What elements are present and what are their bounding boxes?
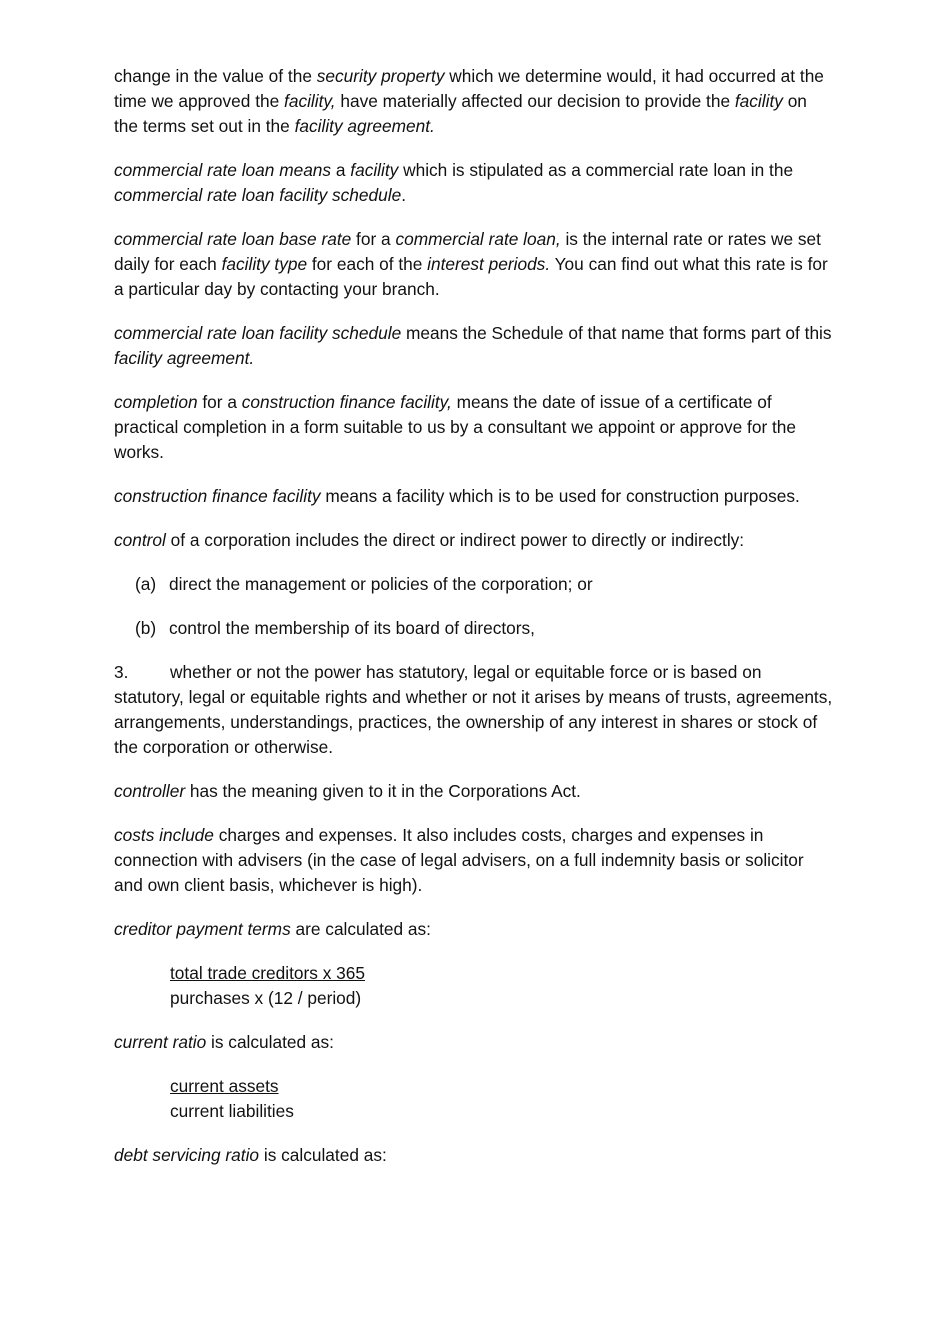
text: has the meaning given to it in the Corporations Act. [185,781,581,801]
current-ratio-formula [170,1074,834,1124]
definition-current-ratio [114,1030,834,1055]
term: commercial rate loan facility schedule [114,185,402,205]
text: charges and expenses. It also includes costs, charges and expenses in connection with advisers (in the case of legal advisers, on a full indemnity basis or solicitor and own client basis, whichever is high). [114,825,804,895]
text: for a [351,229,396,249]
definition-facility-schedule [114,321,834,371]
term: facility agreement. [294,116,435,136]
definition-costs [114,823,834,898]
term: facility, [284,91,336,111]
term: facility agreement. [114,348,255,368]
definition-completion [114,390,834,465]
defined-term: costs include [114,825,214,845]
text: for a [197,392,242,412]
definition-base-rate [114,227,834,302]
definition-construction-finance [114,484,834,509]
definition-commercial-rate-loan [114,158,834,208]
definition-debt-servicing-ratio [114,1143,834,1168]
list-marker: (b) [135,618,157,638]
defined-term: construction finance facility [114,486,321,506]
text: means the date of issue of a certificate of practical completion in a form suitable to us by a consultant we appoint or approve for the works. [114,392,797,462]
term: facility [350,160,399,180]
term: facility type [221,254,308,274]
list-text: control the membership of its board of directors, [169,618,535,638]
text: is calculated as: [259,1145,387,1165]
creditor-terms-formula [170,961,834,1011]
text: is the internal rate or rates we set daily for each [114,229,821,274]
defined-term: completion [114,392,198,412]
control-tail-paragraph [114,660,834,760]
defined-term: current ratio [114,1032,207,1052]
term: facility [734,91,783,111]
text: are calculated as: [290,919,431,939]
formula-denominator: purchases x (12 / period) [170,988,362,1008]
formula-denominator: current liabilities [170,1101,294,1121]
text: on the terms set out in the [114,91,807,136]
text: is calculated as: [206,1032,334,1052]
list-item [114,616,834,641]
text: change in the value of the [114,66,317,86]
defined-term: commercial rate loan facility schedule [114,323,402,343]
defined-term: creditor payment terms [114,919,291,939]
term: construction finance facility, [241,392,452,412]
paragraph-number: 3. [114,662,129,682]
text: have materially affected our decision to provide the [335,91,735,111]
formula-numerator: total trade creditors x 365 [170,963,365,983]
defined-term: commercial rate loan means [114,160,332,180]
document-page [114,64,834,1187]
defined-term: control [114,530,166,550]
text: which is stipulated as a commercial rate loan in the [398,160,794,180]
term: security property [316,66,445,86]
security-property-paragraph [114,64,834,139]
defined-term: controller [114,781,186,801]
defined-term: commercial rate loan base rate [114,229,352,249]
text: means a facility which is to be used for construction purposes. [320,486,800,506]
list-marker: (a) [135,574,157,594]
text: means the Schedule of that name that forms part of this [401,323,832,343]
text: whether or not the power has statutory, legal or equitable force or is based on statutory, legal or equitable rights and whether or not it arises by means of trusts, agreements, arrangements, understandings, practices, the ownership of any interest in shares or stock of the corporation or otherwise. [114,662,833,757]
definition-creditor-payment-terms [114,917,834,942]
term: interest periods. [427,254,551,274]
term: commercial rate loan, [395,229,561,249]
text: of a corporation includes the direct or indirect power to directly or indirectly: [165,530,745,550]
text: You can find out what this rate is for a particular day by contacting your branch. [114,254,828,299]
text: which we determine would, it had occurred at the time we approved the [114,66,824,111]
defined-term: debt servicing ratio [114,1145,260,1165]
definition-controller [114,779,834,804]
list-text: direct the management or policies of the corporation; or [169,574,593,594]
text: a [331,160,351,180]
list-item [114,572,834,597]
text: for each of the [307,254,428,274]
definition-control [114,528,834,553]
text: . [401,185,406,205]
formula-numerator: current assets [170,1076,279,1096]
